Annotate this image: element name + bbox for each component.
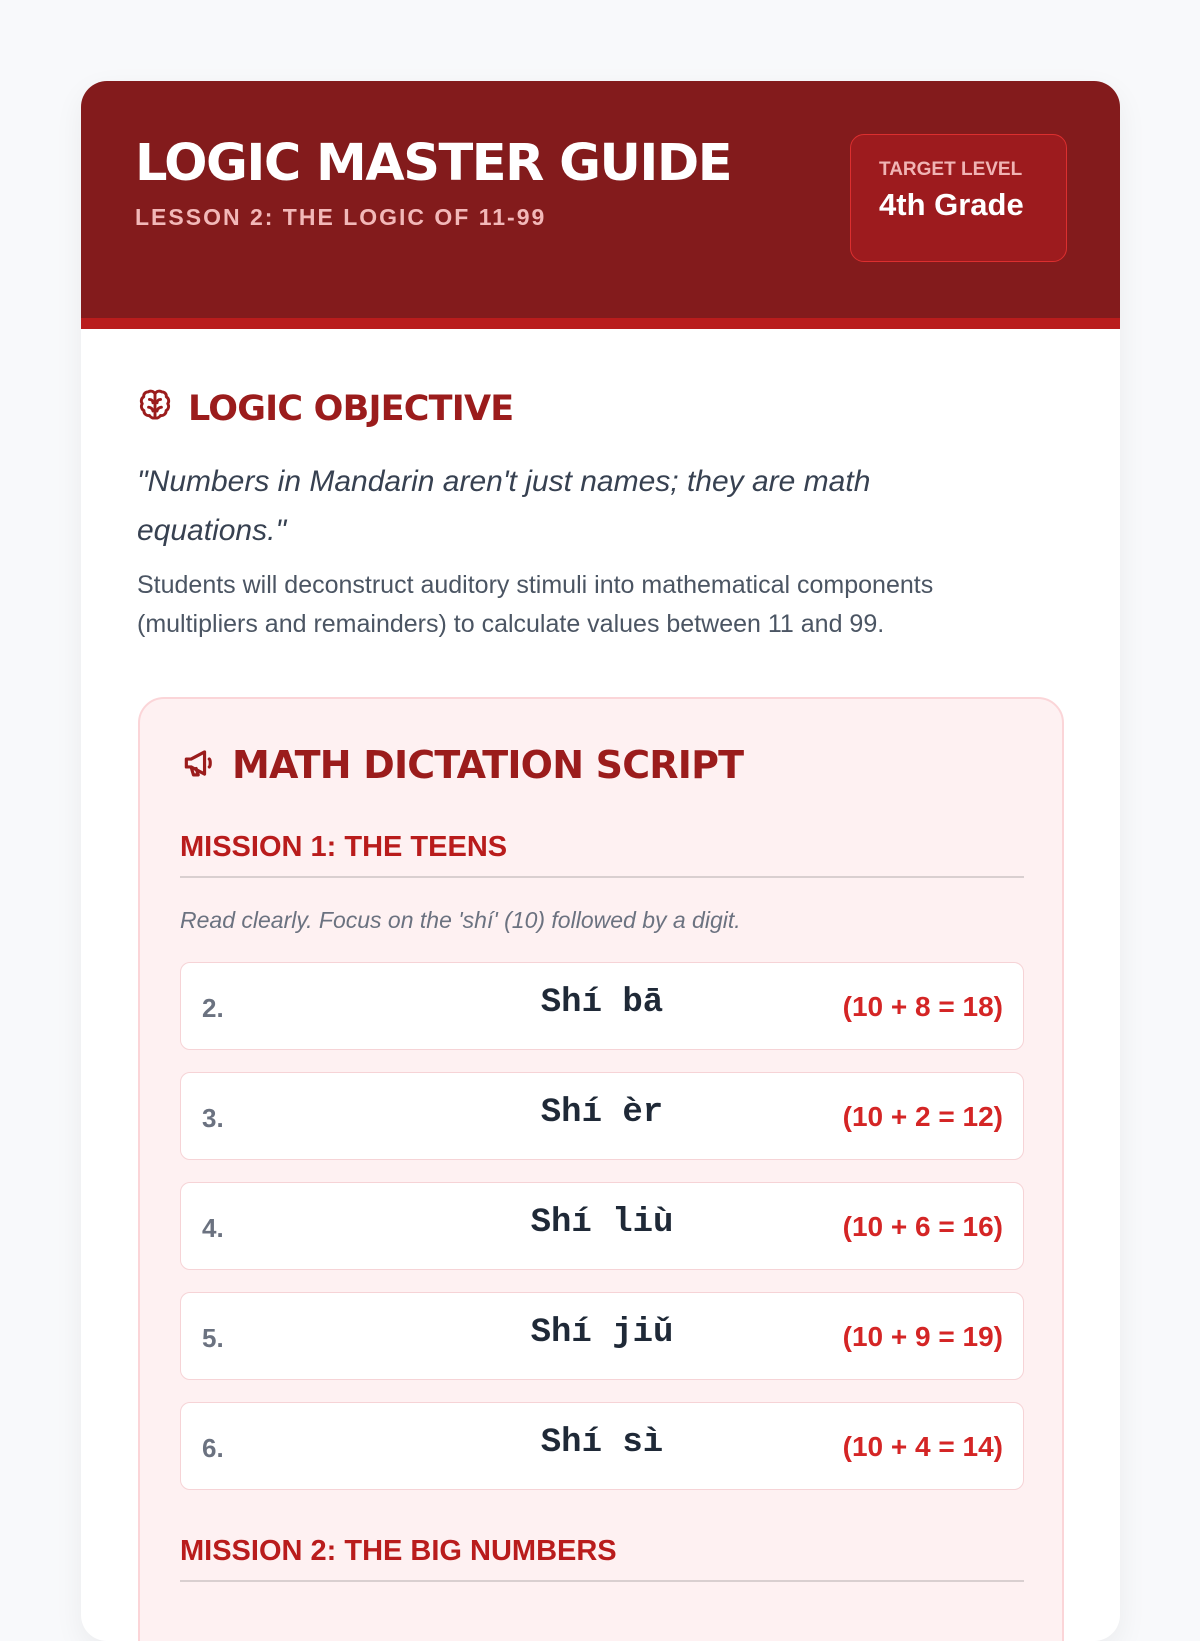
mission-1-title: MISSION 1: THE TEENS — [180, 831, 1024, 878]
item-number: 5. — [202, 1323, 224, 1353]
equation-text: (10 + 8 = 18) — [842, 991, 1003, 1022]
mission-2-title: MISSION 2: THE BIG NUMBERS — [180, 1535, 1024, 1582]
objective-quote: "Numbers in Mandarin aren't just names; they are math equations." — [137, 465, 871, 547]
dictation-row — [180, 1292, 1024, 1380]
dictation-row — [180, 1072, 1024, 1160]
equation-text: (10 + 9 = 19) — [842, 1321, 1003, 1352]
dictation-row — [180, 962, 1024, 1050]
guide-card — [81, 81, 1120, 1641]
equation-text: (10 + 2 = 12) — [842, 1101, 1003, 1132]
item-number: 4. — [202, 1213, 224, 1243]
pinyin-text: Shí èr — [540, 1094, 664, 1132]
objective-heading — [137, 387, 513, 430]
target-level-badge — [850, 134, 1067, 262]
objective-title: LOGIC OBJECTIVE — [188, 388, 514, 429]
pinyin-text: Shí liù — [530, 1204, 674, 1242]
dictation-row — [180, 1182, 1024, 1270]
script-title: MATH DICTATION SCRIPT — [232, 743, 744, 787]
script-heading — [180, 743, 743, 787]
pinyin-text: Shí bā — [540, 984, 664, 1022]
badge-value: 4th Grade — [879, 187, 1024, 222]
item-number: 2. — [202, 993, 224, 1023]
equation-text: (10 + 4 = 14) — [842, 1431, 1003, 1462]
mission-1-note: Read clearly. Focus on the 'shí' (10) followed by a digit. — [180, 907, 741, 933]
pinyin-text: Shí jiǔ — [530, 1314, 674, 1352]
brain-icon — [137, 387, 173, 430]
header — [81, 81, 1120, 329]
objective-description: Students will deconstruct auditory stimuli into mathematical components (multipliers and remainders) to calculate values between 11 and 99. — [137, 571, 934, 638]
equation-text: (10 + 6 = 16) — [842, 1211, 1003, 1242]
item-number: 6. — [202, 1433, 224, 1463]
badge-label: TARGET LEVEL — [879, 159, 1023, 180]
page-title: LOGIC MASTER GUIDE — [135, 134, 732, 193]
item-number: 3. — [202, 1103, 224, 1133]
pinyin-text: Shí sì — [540, 1424, 664, 1462]
dictation-row — [180, 1402, 1024, 1490]
megaphone-icon — [180, 744, 218, 787]
dictation-script-panel — [138, 697, 1064, 1641]
lesson-subtitle: LESSON 2: THE LOGIC OF 11-99 — [135, 204, 547, 230]
